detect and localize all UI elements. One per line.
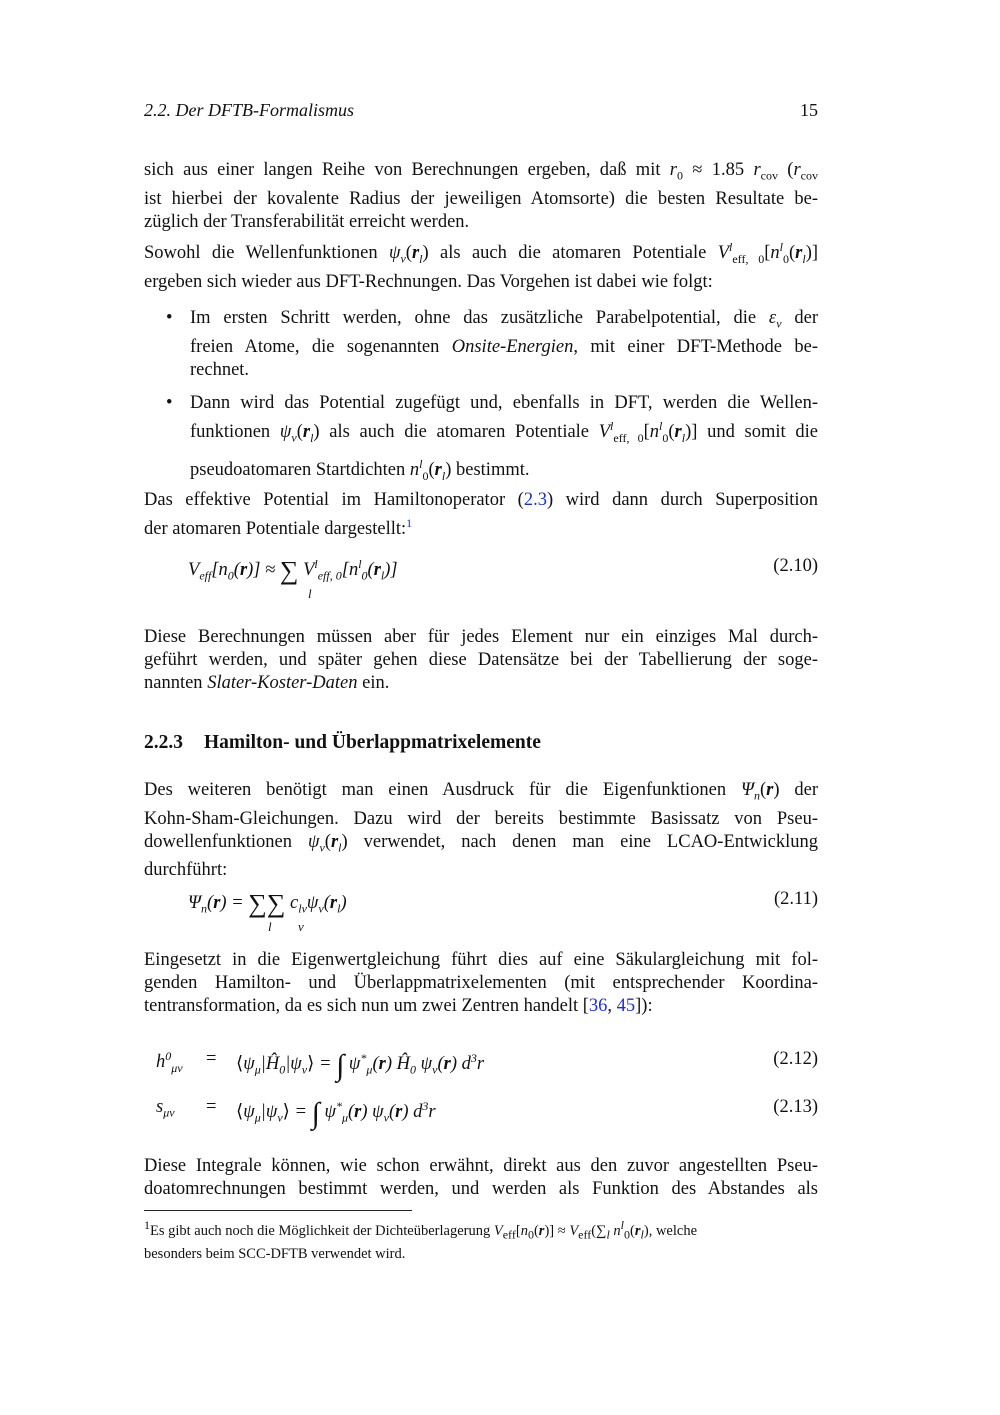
bullet-line: rechnet. (190, 359, 250, 380)
citation-link[interactable]: 45 (616, 996, 636, 1016)
footnote-line: besonders beim SCC-DFTB verwendet wird. (144, 1245, 406, 1262)
bullet-icon: • (166, 308, 173, 328)
paragraph-line: Sowohl die Wellenfunktionen $\psi_\nu(r_l)$ als auch die atomaren Potentiale $V^l_{eff, 0}[n^l_0(r_l)]$ (144, 240, 819, 266)
paragraph-line: sich aus einer langen Reihe von Berechnungen ergeben, daß mit $r_0 \approx 1.85$ $r_{cov}$ ($r_{cov}$ (144, 160, 818, 183)
section-heading (144, 732, 541, 754)
bullet-line: funktionen $\psi_\nu(r_l)$ als auch die atomaren Potentiale $V^l_{eff, 0}[n^l_0(r_l)]$ und somit die (190, 419, 818, 445)
footnote-mark: 1 (144, 1218, 150, 1232)
footnote (144, 1216, 818, 1264)
sum-index: ν (298, 919, 304, 934)
section-number: 2.2.3 (144, 732, 183, 753)
equation-number: (2.10) (773, 556, 818, 576)
paragraph-line: genden Hamilton- und Überlappmatrixelementen (mit entsprechender Koordina- (144, 973, 818, 993)
paragraph-line: ergeben sich wieder aus DFT-Rechnungen. Das Vorgehen ist dabei wie folgt: (144, 271, 713, 292)
section-title: Hamilton- und Überlappmatrixelemente (204, 732, 541, 753)
paragraph-1 (144, 159, 818, 234)
bullet-line: Im ersten Schritt werden, ohne das zusätzliche Parabelpotential, die $\varepsilon_\nu$ der (190, 308, 818, 331)
equation-body: $\Psi_n(r)$ = ∑∑ $c_{l\nu}\psi_\nu(r_l)$ (188, 889, 347, 918)
paragraph-2 (144, 236, 818, 294)
equation-number: (2.13) (773, 1097, 818, 1117)
paragraph-3 (144, 489, 818, 541)
paragraph-line: Kohn-Sham-Gleichungen. Dazu wird der bereits bestimmte Basissatz von Pseu- (144, 808, 818, 829)
paragraph-line: Des weiteren benötigt man einen Ausdruck für die Eigenfunktionen $\Psi_n(r)$ der (144, 780, 818, 803)
paragraph-line: züglich der Transferabilität erreicht werden. (144, 211, 470, 232)
paragraph-line: nannten Slater-Koster-Daten ein. (144, 673, 390, 693)
running-head (144, 100, 818, 124)
paragraph-line: Diese Berechnungen müssen aber für jedes Element nur ein einziges Mal durch- (144, 627, 818, 647)
paragraph-line: Das effektive Potential im Hamiltonoperator (2.3) wird dann durch Superposition (144, 490, 818, 510)
equation-ref-link[interactable]: 2.3 (523, 490, 547, 510)
equation-lhs: $s_{\mu\nu}$ (156, 1097, 175, 1120)
paragraph-line: Diese Integrale können, wie schon erwähnt, direkt aus den zuvor angestellten Pseu- (144, 1156, 818, 1176)
paragraph-line: doatomrechnungen bestimmt werden, und werden als Funktion des Abstandes als (144, 1179, 818, 1199)
paragraph-line: geführt werden, und später gehen diese Datensätze bei der Tabellierung der soge- (144, 650, 818, 670)
equation-2-12 (150, 1049, 818, 1089)
paragraph-line: tentransformation, da es sich nun um zwei Zentren handelt [36, 45]): (144, 996, 653, 1016)
footnote-line: $^1$Es gibt auch noch die Möglichkeit der Dichteüberlagerung $V_{eff}[n_0(r)] \approx V_{eff}(\sum_l$ $n^l_0(r_l)$, welche (144, 1218, 698, 1242)
equation-number: (2.12) (773, 1049, 818, 1069)
bullet-text (190, 392, 818, 488)
equation-2-11 (188, 889, 818, 934)
paragraph-line: ist hierbei der kovalente Radius der jeweiligen Atomsorte) die besten Resultate be- (144, 188, 818, 209)
paragraph-line: Eingesetzt in die Eigenwertgleichung führt dies auf eine Säkulargleichung mit fol- (144, 950, 818, 970)
equation-2-10 (188, 556, 818, 601)
paragraph-line: der atomaren Potentiale dargestellt:$^1$ (144, 516, 413, 540)
equation-rhs: $⟨\psi_\mu|\psi_\nu⟩$ = ∫ $\psi^*_\mu(r)$ $\psi_\nu(r)$ $d^3r$ (236, 1097, 436, 1130)
bullet-line: pseudoatomaren Startdichten $n^l_0(r_l)$ bestimmt. (190, 456, 530, 483)
bullet-line: freien Atome, die sogenannten Onsite-Energien, mit einer DFT-Methode be- (190, 336, 818, 357)
paragraph-4 (144, 626, 818, 695)
citation-link[interactable]: 36 (588, 996, 608, 1016)
bullet-text (190, 307, 818, 382)
paragraph-line: durchführt: (144, 860, 228, 881)
equation-body: $V_{eff}[n_0(r)]$ ≈ ∑ $V^l_{eff, 0}[n^l_0(r_l)]$ (188, 556, 398, 585)
paragraph-6 (144, 949, 818, 1018)
sum-index: l (268, 919, 272, 934)
paragraph-line: dowellenfunktionen $\psi_\nu(r_l)$ verwendet, nach denen man eine LCAO-Entwicklung (144, 831, 818, 855)
equation-number: (2.11) (773, 889, 818, 909)
equation-rhs: $⟨\psi_\mu|Ĥ_0|\psi_\nu⟩$ = ∫ $\psi^*_\mu(r)$ $Ĥ_0$ $\psi_\nu(r)$ $d^3r$ (236, 1049, 485, 1082)
footnote-rule (144, 1210, 412, 1211)
paragraph-5 (144, 779, 818, 882)
equals-sign: = (206, 1049, 217, 1069)
paragraph-7 (144, 1155, 818, 1201)
sum-index: l (308, 586, 312, 601)
bullet-icon: • (166, 393, 173, 413)
footnote-link[interactable]: 1 (406, 516, 413, 530)
equation-lhs: $h^0_{\mu\nu}$ (156, 1049, 183, 1075)
bullet-line: Dann wird das Potential zugefügt und, ebenfalls in DFT, werden die Wellen- (190, 393, 818, 413)
equals-sign: = (206, 1097, 217, 1117)
running-head-title: 2.2. Der DFTB-Formalismus (144, 100, 354, 120)
equation-2-13 (150, 1097, 818, 1137)
page-number: 15 (800, 100, 818, 120)
